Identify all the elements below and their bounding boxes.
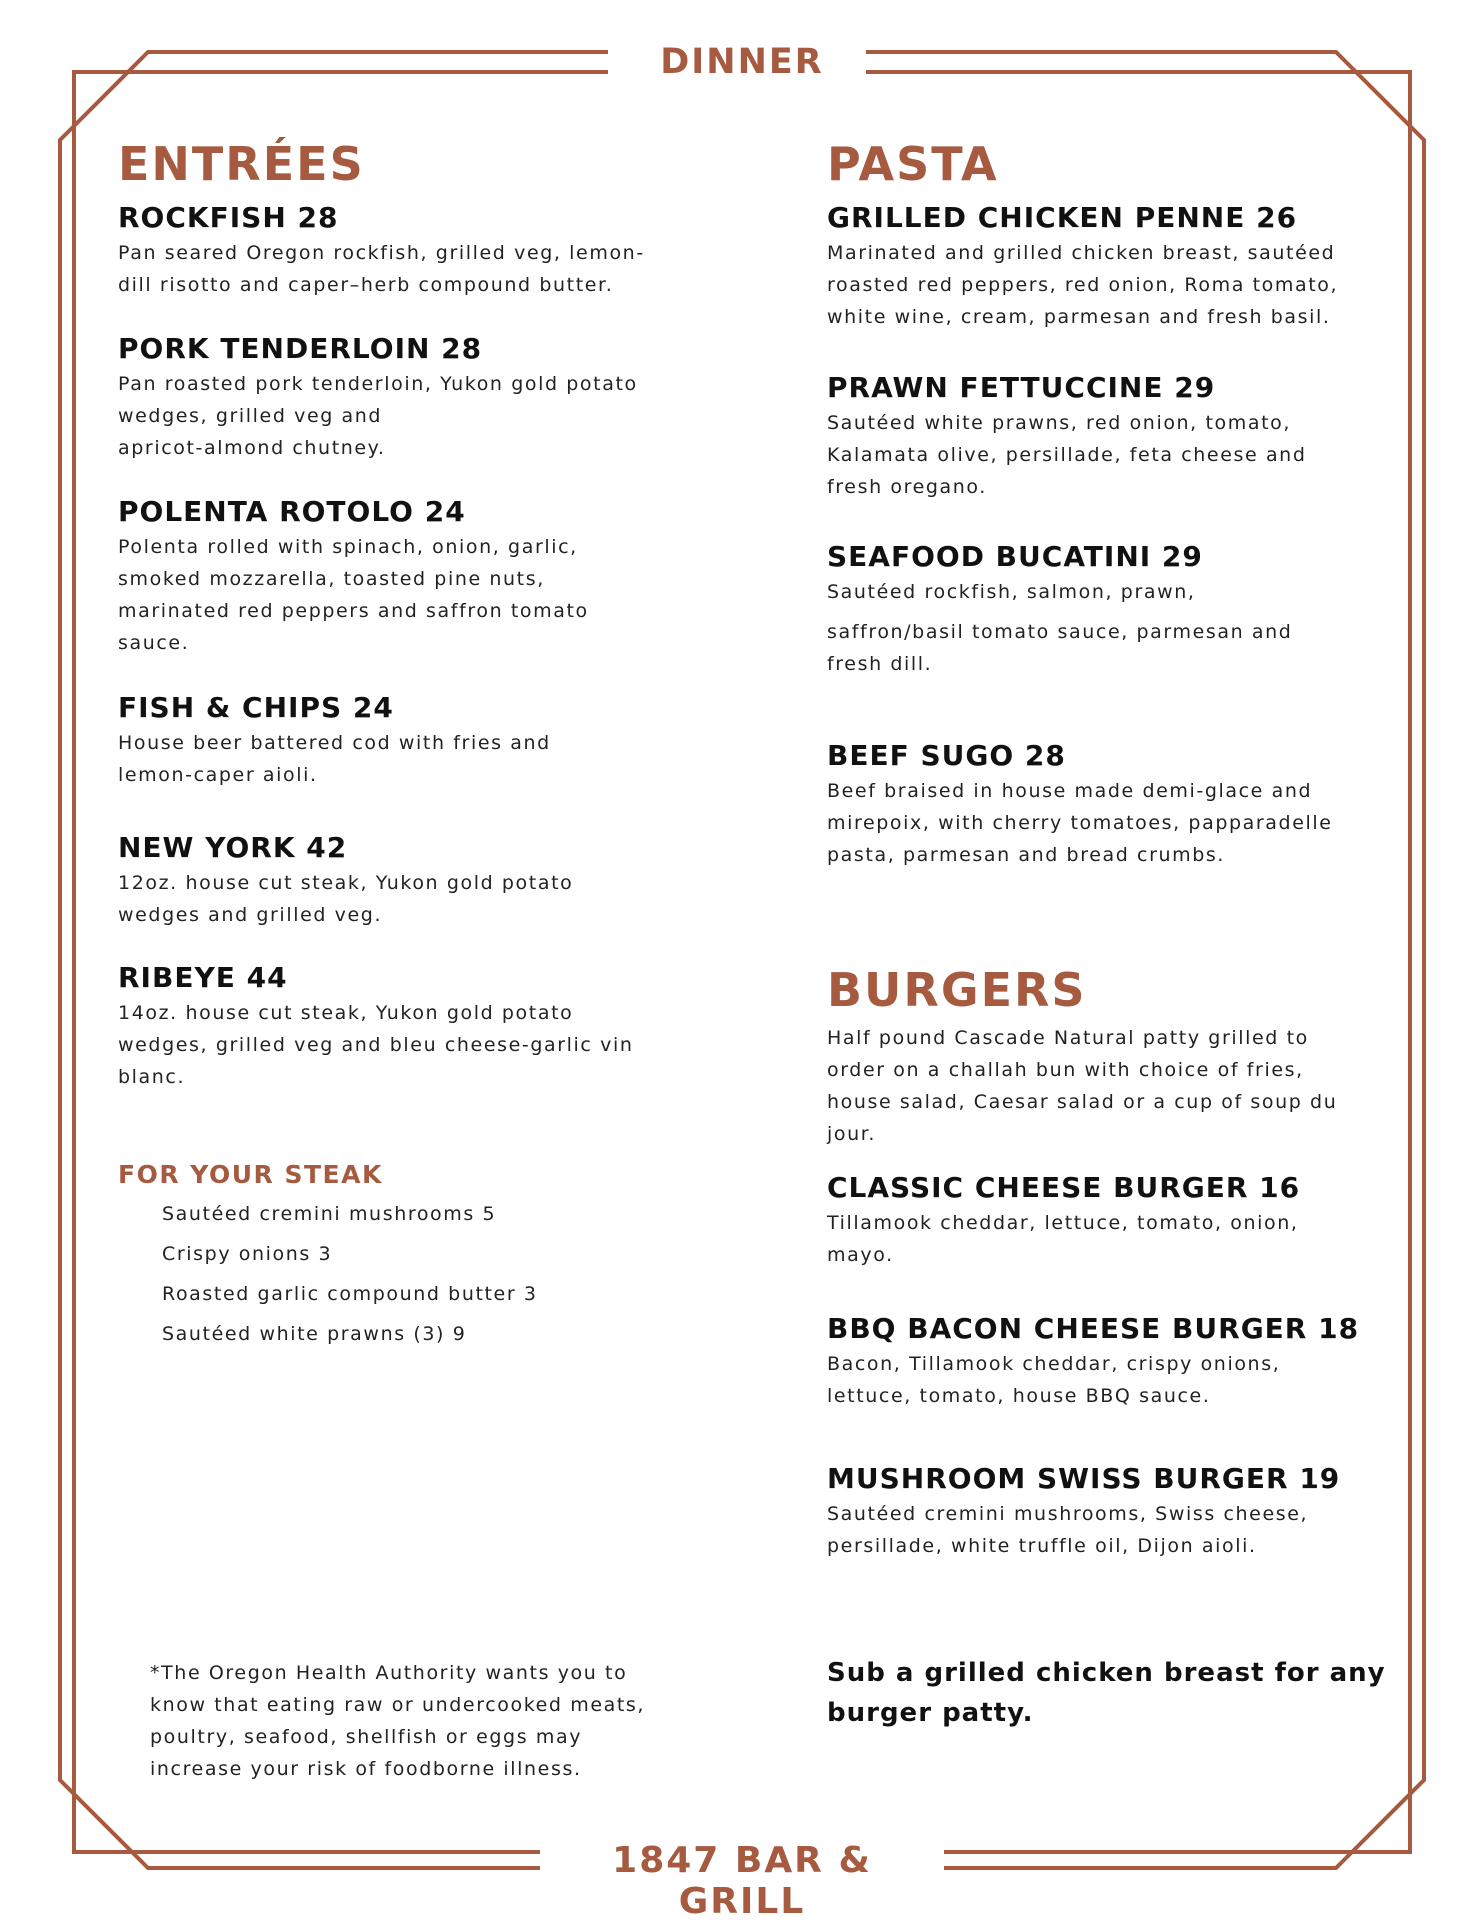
menu-title: DINNER <box>660 42 824 82</box>
menu-item <box>827 538 1387 680</box>
health-notice <box>150 1657 710 1785</box>
item-desc-line: pasta, parmesan and bread crumbs. <box>827 844 1226 866</box>
item-desc-line: wedges, grilled veg and <box>118 405 383 427</box>
intro-line: jour. <box>827 1123 877 1145</box>
intro-line: order on a challah bun with choice of fries, <box>827 1059 1304 1081</box>
item-name: BBQ BACON CHEESE BURGER 18 <box>827 1312 1360 1345</box>
item-name: GRILLED CHICKEN PENNE 26 <box>827 201 1298 234</box>
item-desc-line: mirepoix, with cherry tomatoes, papparadelle <box>827 812 1333 834</box>
item-desc-line: Sautéed rockfish, salmon, prawn, <box>827 581 1196 603</box>
item-desc-line: 14oz. house cut steak, Yukon gold potato <box>118 1002 574 1024</box>
item-desc-line: Pan roasted pork tenderloin, Yukon gold potato <box>118 373 638 395</box>
item-name: NEW YORK 42 <box>118 831 348 864</box>
item-desc-line: sauce. <box>118 632 190 654</box>
entrees-column <box>118 135 678 1780</box>
intro-line: Half pound Cascade Natural patty grilled to <box>827 1027 1309 1049</box>
menu-item <box>827 1460 1387 1562</box>
entrees-heading: ENTRÉES <box>118 137 365 191</box>
item-desc-line: dill risotto and caper–herb compound butter. <box>118 274 614 296</box>
note-line: burger patty. <box>827 1698 1034 1728</box>
menu-item <box>118 199 678 301</box>
menu-item <box>118 959 678 1093</box>
substitution-note <box>827 1653 1387 1733</box>
steak-addon: Crispy onions 3 <box>162 1243 333 1265</box>
item-desc-line: fresh dill. <box>827 653 933 675</box>
menu-item <box>827 369 1387 503</box>
steak-addon: Sautéed cremini mushrooms 5 <box>162 1203 497 1225</box>
item-name: ROCKFISH 28 <box>118 201 339 234</box>
menu-item <box>827 1310 1387 1412</box>
menu-item <box>118 829 678 931</box>
item-desc-line: Pan seared Oregon rockfish, grilled veg, lemon- <box>118 242 645 264</box>
item-desc-line: wedges, grilled veg and bleu cheese-garlic vin <box>118 1034 634 1056</box>
item-desc-line: wedges and grilled veg. <box>118 904 383 926</box>
menu-item <box>827 199 1387 333</box>
menu-item <box>827 737 1387 871</box>
item-desc-line: mayo. <box>827 1244 894 1266</box>
notice-line: know that eating raw or undercooked meats, <box>150 1694 646 1716</box>
item-desc-line: 12oz. house cut steak, Yukon gold potato <box>118 872 574 894</box>
item-desc-line: lettuce, tomato, house BBQ sauce. <box>827 1385 1211 1407</box>
burgers-heading: BURGERS <box>827 963 1087 1017</box>
item-desc-line: Bacon, Tillamook cheddar, crispy onions, <box>827 1353 1281 1375</box>
item-desc-line: lemon-caper aioli. <box>118 764 318 786</box>
item-desc-line: Polenta rolled with spinach, onion, garlic, <box>118 536 578 558</box>
menu-item <box>118 330 678 464</box>
item-name: PRAWN FETTUCCINE 29 <box>827 371 1216 404</box>
item-desc-line: Beef braised in house made demi-glace and <box>827 780 1313 802</box>
item-desc-line: fresh oregano. <box>827 476 987 498</box>
steak-addon: Roasted garlic compound butter 3 <box>162 1283 538 1305</box>
restaurant-name: 1847 BAR & GRILL <box>612 1840 872 1922</box>
item-desc-line: Sautéed white prawns, red onion, tomato, <box>827 412 1292 434</box>
item-name: CLASSIC CHEESE BURGER 16 <box>827 1171 1301 1204</box>
item-desc-line: Sautéed cremini mushrooms, Swiss cheese, <box>827 1503 1309 1525</box>
item-name: BEEF SUGO 28 <box>827 739 1066 772</box>
for-your-steak-heading: FOR YOUR STEAK <box>118 1160 383 1189</box>
intro-line: house salad, Caesar salad or a cup of soup du <box>827 1091 1338 1113</box>
notice-line: poultry, seafood, shellfish or eggs may <box>150 1726 583 1748</box>
item-name: MUSHROOM SWISS BURGER 19 <box>827 1462 1341 1495</box>
menu-item <box>118 493 678 659</box>
item-name: PORK TENDERLOIN 28 <box>118 332 483 365</box>
burgers-intro <box>827 1022 1387 1150</box>
pasta-burgers-column <box>827 135 1387 1728</box>
item-name: SEAFOOD BUCATINI 29 <box>827 540 1203 573</box>
notice-line: *The Oregon Health Authority wants you to <box>150 1662 628 1684</box>
menu-item <box>118 689 678 791</box>
item-desc-line: persillade, white truffle oil, Dijon aioli. <box>827 1535 1257 1557</box>
item-name: POLENTA ROTOLO 24 <box>118 495 466 528</box>
steak-addon: Sautéed white prawns (3) 9 <box>162 1323 467 1345</box>
item-name: FISH & CHIPS 24 <box>118 691 394 724</box>
item-desc-line: Marinated and grilled chicken breast, sautéed <box>827 242 1336 264</box>
item-desc-line: House beer battered cod with fries and <box>118 732 551 754</box>
item-desc-line: roasted red peppers, red onion, Roma tomato, <box>827 274 1339 296</box>
note-line: Sub a grilled chicken breast for any <box>827 1658 1386 1688</box>
item-desc-line: white wine, cream, parmesan and fresh basil. <box>827 306 1331 328</box>
item-desc-line: Kalamata olive, persillade, feta cheese and <box>827 444 1307 466</box>
item-desc-line: marinated red peppers and saffron tomato <box>118 600 589 622</box>
item-name: RIBEYE 44 <box>118 961 288 994</box>
item-desc-line: apricot-almond chutney. <box>118 437 386 459</box>
item-desc-line: Tillamook cheddar, lettuce, tomato, onion, <box>827 1212 1299 1234</box>
pasta-heading: PASTA <box>827 137 999 191</box>
menu-item <box>827 1169 1387 1271</box>
item-desc-line: blanc. <box>118 1066 186 1088</box>
item-desc-line: saffron/basil tomato sauce, parmesan and <box>827 621 1293 643</box>
item-desc-line: smoked mozzarella, toasted pine nuts, <box>118 568 545 590</box>
notice-line: increase your risk of foodborne illness. <box>150 1758 582 1780</box>
